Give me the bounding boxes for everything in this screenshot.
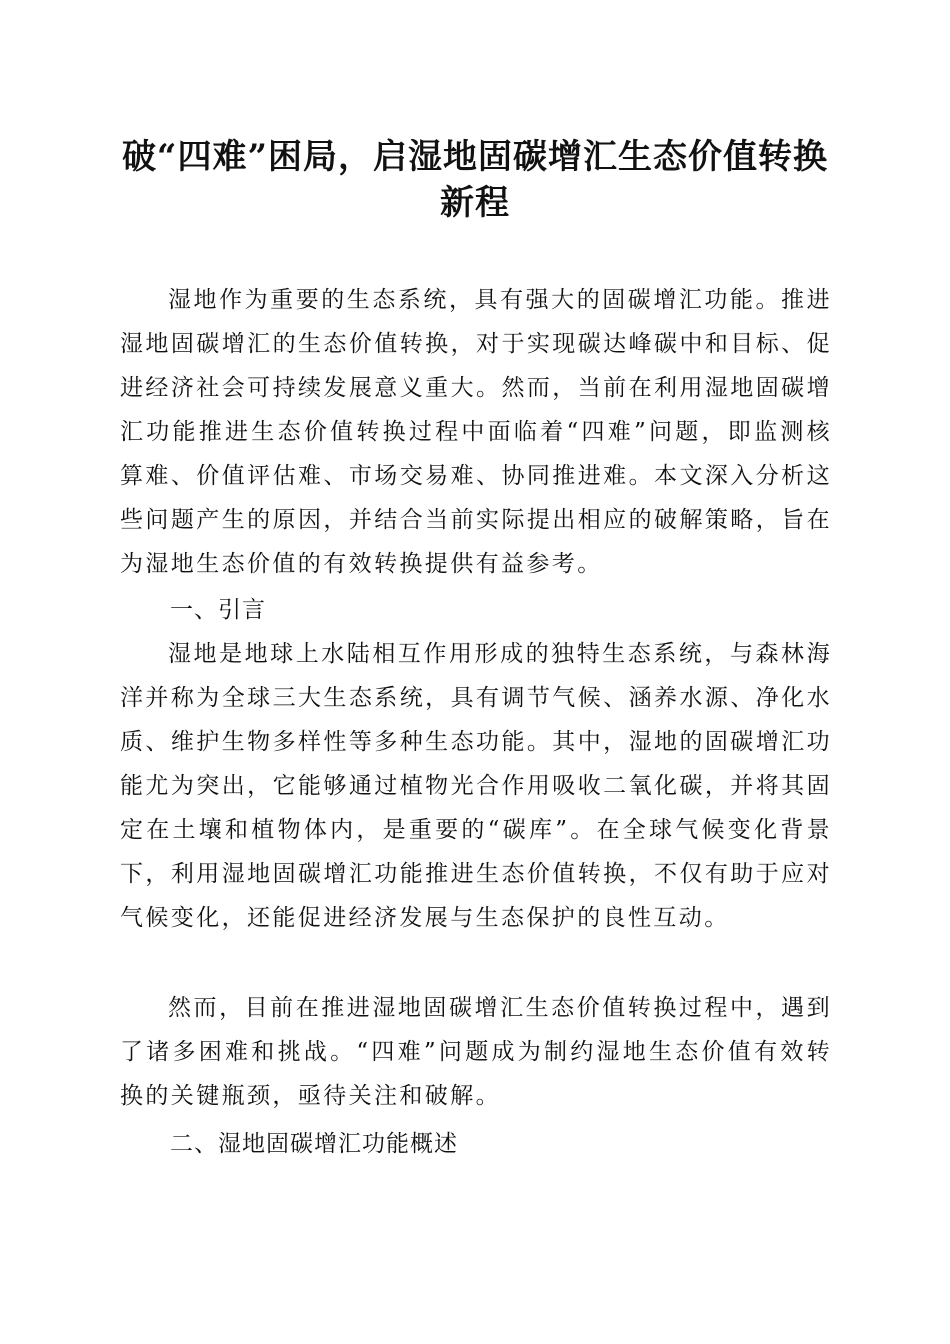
section-heading-introduction: 一、引言 [170,597,266,623]
section1-paragraph-2: 然而，目前在推进湿地固碳增汇生态价值转换过程中，遇到了诸多困难和挑战。“四难”问题成为制约湿地生态价值有效转换的关键瓶颈，亟待关注和破解。 [120,995,832,1109]
section-heading-overview: 二、湿地固碳增汇功能概述 [170,1131,458,1157]
intro-paragraph: 湿地作为重要的生态系统，具有强大的固碳增汇功能。推进湿地固碳增汇的生态价值转换，对于实现碳达峰碳中和目标、促进经济社会可持续发展意义重大。然而，当前在利用湿地固碳增汇功能推进生态价值转换过程中面临着“四难”问题，即监测核算难、价值评估难、市场交易难、协同推进难。本文深入分析这些问题产生的原因，并结合当前实际提出相应的破解策略，旨在为湿地生态价值的有效转换提供有益参考。 [120,287,832,577]
document-title: 破“四难”困局，启湿地固碳增汇生态价值转换新程 [121,137,829,223]
section1-paragraph-1: 湿地是地球上水陆相互作用形成的独特生态系统，与森林海洋并称为全球三大生态系统，具有调节气候、涵养水源、净化水质、维护生物多样性等多种生态功能。其中，湿地的固碳增汇功能尤为突出，它能够通过植物光合作用吸收二氧化碳，并将其固定在土壤和植物体内，是重要的“碳库”。在全球气候变化背景下，利用湿地固碳增汇功能推进生态价值转换，不仅有助于应对气候变化，还能促进经济发展与生态保护的良性互动。 [120,641,832,931]
